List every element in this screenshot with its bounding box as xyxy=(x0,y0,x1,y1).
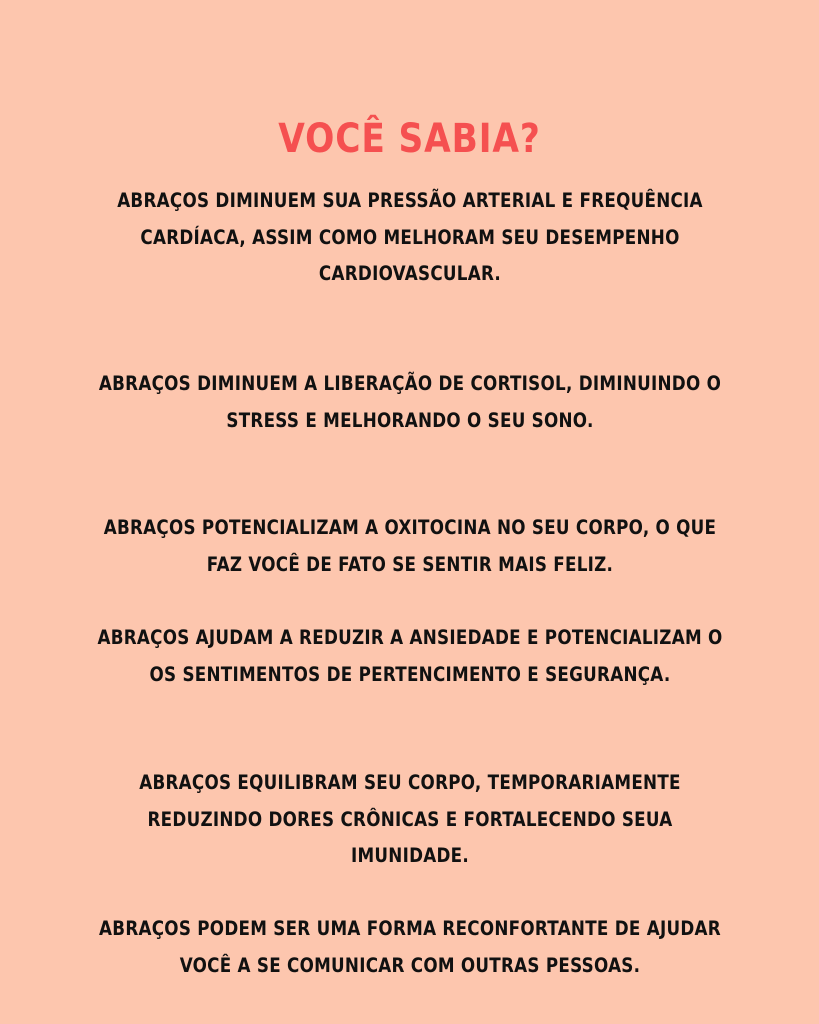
fact-paragraph-6 xyxy=(74,911,745,984)
fact-paragraph-3 xyxy=(83,510,737,583)
fact-1-line-3: CARDIOVASCULAR. xyxy=(318,262,501,285)
fact-1-line-2: CARDÍACA, ASSIM COMO MELHORAM SEU DESEMPENHO xyxy=(139,225,680,249)
fact-3-line-2: FAZ VOCÊ DE FATO SE SENTIR MAIS FELIZ. xyxy=(206,552,613,576)
fact-3-line-1: ABRAÇOS POTENCIALIZAM A OXITOCINA NO SEU CORPO, O QUE xyxy=(103,516,716,539)
fact-2-line-1: ABRAÇOS DIMINUEM A LIBERAÇÃO DE CORTISOL, DIMINUINDO O xyxy=(98,372,721,395)
page-title: VOCÊ SABIA? xyxy=(278,115,541,162)
fact-6-line-2: VOCÊ A SE COMUNICAR COM OUTRAS PESSOAS. xyxy=(179,953,640,977)
fact-paragraph-4 xyxy=(74,620,745,693)
fact-paragraph-1 xyxy=(83,183,737,293)
fact-5-line-3: IMUNIDADE. xyxy=(350,844,469,867)
fact-5-line-1: ABRAÇOS EQUILIBRAM SEU CORPO, TEMPORARIAMENTE xyxy=(138,771,681,794)
fact-1-line-1: ABRAÇOS DIMINUEM SUA PRESSÃO ARTERIAL E FREQUÊNCIA xyxy=(116,189,703,212)
fact-6-line-1: ABRAÇOS PODEM SER UMA FORMA RECONFORTANTE DE AJUDAR xyxy=(98,917,721,940)
fact-5-line-2: REDUZINDO DORES CRÔNICAS E FORTALECENDO SEUA xyxy=(147,807,672,831)
fact-paragraph-2 xyxy=(83,366,737,439)
fact-4-line-1: ABRAÇOS AJUDAM A REDUZIR A ANSIEDADE E POTENCIALIZAM O xyxy=(96,626,723,649)
fact-4-line-2: OS SENTIMENTOS DE PERTENCIMENTO E SEGURANÇA. xyxy=(149,662,670,686)
fact-2-line-2: STRESS E MELHORANDO O SEU SONO. xyxy=(225,408,594,432)
fact-paragraph-5 xyxy=(83,765,737,875)
